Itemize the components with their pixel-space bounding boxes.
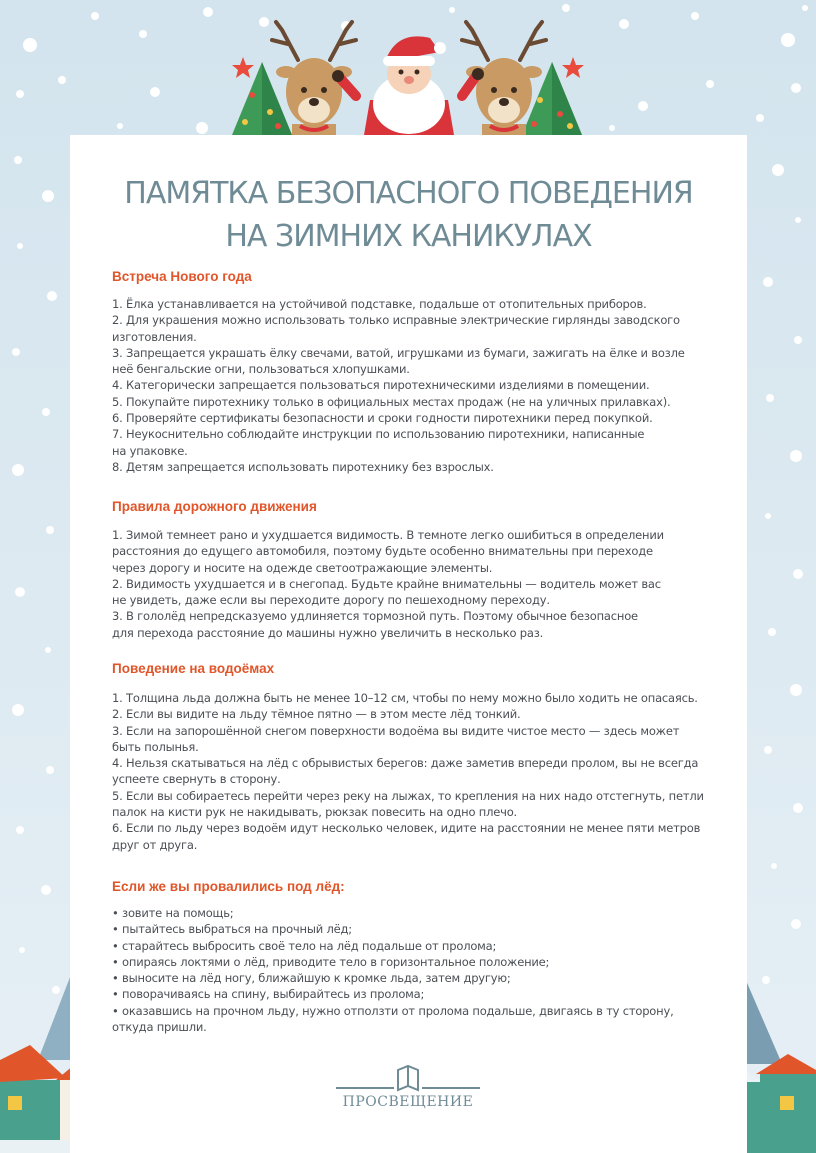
text-line: друг от друга. (112, 837, 198, 852)
list-item: откуда пришли. (112, 1020, 207, 1035)
list-item: • выносите на лёд ногу, ближайшую к кромке льда, затем другую; (112, 971, 511, 986)
text-line: 2. Если вы видите на льду тёмное пятно — в этом месте лёд тонкий. (112, 707, 521, 722)
text-line: на упаковке. (112, 443, 188, 458)
text-line: 8. Детям запрещается использовать пиротехнику без взрослых. (112, 459, 494, 474)
text-line: расстояния до едущего автомобиля, поэтому будьте особенно внимательны при переходе (112, 544, 653, 559)
section-body-water-bodies (112, 690, 712, 853)
text-line: быть полынья. (112, 739, 199, 754)
book-icon (398, 1066, 418, 1090)
text-line: 1. Толщина льда должна быть не менее 10–12 см, чтобы по нему можно было ходить не опасаясь. (112, 691, 698, 705)
text-line: 3. Запрещается украшать ёлку свечами, ватой, игрушками из бумаги, зажигать на ёлке и возле (112, 345, 685, 360)
text-line: 3. В гололёд непредсказуемо удлиняется тормозной путь. Поэтому обычное безопасное (112, 609, 638, 624)
list-item: • поворачиваясь на спину, выбирайтесь из пролома; (112, 987, 425, 1002)
text-line: изготовления. (112, 329, 197, 344)
santa-claus (332, 36, 484, 135)
page-title-line-2: НА ЗИМНИХ КАНИКУЛАХ (225, 219, 592, 254)
text-line: 5. Покупайте пиротехнику только в официальных местах продаж (не на уличных прилавках). (112, 394, 671, 409)
list-item: • пытайтесь выбраться на прочный лёд; (112, 922, 352, 937)
text-line: 5. Если вы собираетесь перейти через реку на лыжах, то крепления на них надо отстегнуть, петли (112, 788, 704, 803)
list-item: • оказавшись на прочном льду, нужно отползти от пролома подальше, двигаясь в ту сторону, (112, 1003, 674, 1018)
section-heading-fell-through-ice: Если же вы провалились под лёд: (112, 879, 345, 894)
text-line: 4. Нельзя скатываться на лёд с обрывистых берегов: даже заметив впереди пролом, вы не всегда (112, 756, 699, 771)
page-title (70, 172, 747, 258)
text-line: 1. Ёлка устанавливается на устойчивой подставке, подальше от отопительных приборов. (112, 297, 647, 311)
text-line: через дорогу и носите на одежде светоотражающие элементы. (112, 560, 493, 575)
text-line: 2. Для украшения можно использовать только исправные электрические гирлянды заводского (112, 313, 680, 328)
list-item: • зовите на помощь; (112, 906, 234, 920)
text-line: 1. Зимой темнеет рано и ухудшается видимость. В темноте легко ошибиться в определении (112, 528, 664, 542)
prosveshchenie-logo (318, 1062, 498, 1122)
text-line: неё бенгальские огни, пользоваться хлопушками. (112, 362, 410, 377)
text-line: не увидеть, даже если вы переходите дорогу по пешеходному переходу. (112, 593, 550, 608)
section-body-new-year (112, 296, 712, 475)
section-heading-water-bodies: Поведение на водоёмах (112, 661, 275, 676)
text-line: для перехода расстояние до машины нужно увеличить в несколько раз. (112, 625, 544, 640)
text-line: 2. Видимость ухудшается и в снегопад. Будьте крайне внимательны — водитель может вас (112, 576, 661, 591)
text-line: 6. Если по льду через водоём идут несколько человек, идите на расстоянии не менее пяти метров (112, 821, 701, 836)
section-heading-new-year: Встреча Нового года (112, 269, 252, 284)
section-heading-traffic-rules: Правила дорожного движения (112, 499, 317, 514)
section-body-fell-through-ice (112, 905, 712, 1035)
text-line: 6. Проверяйте сертификаты безопасности и сроки годности пиротехники перед покупкой. (112, 411, 653, 426)
text-line: 4. Категорически запрещается пользоваться пиротехническими изделиями в помещении. (112, 378, 650, 393)
section-body-traffic-rules (112, 527, 712, 641)
logo-text: ПРОСВЕЩЕНИЕ (342, 1094, 474, 1110)
list-item: • старайтесь выбросить своё тело на лёд подальше от пролома; (112, 938, 497, 953)
page-title-line-1: ПАМЯТКА БЕЗОПАСНОГО ПОВЕДЕНИЯ (124, 176, 693, 211)
text-line: 7. Неукоснительно соблюдайте инструкции по использованию пиротехники, написанные (112, 427, 645, 442)
text-line: успеете свернуть в сторону. (112, 772, 281, 787)
text-line: 3. Если на запорошённой снегом поверхности водоёма вы видите чистое место — здесь может (112, 723, 680, 738)
list-item: • опираясь локтями о лёд, приводите тело в горизонтальное положение; (112, 954, 550, 969)
text-line: палок на кисти рук не накидывать, рюкзак повесить на одно плечо. (112, 805, 518, 820)
